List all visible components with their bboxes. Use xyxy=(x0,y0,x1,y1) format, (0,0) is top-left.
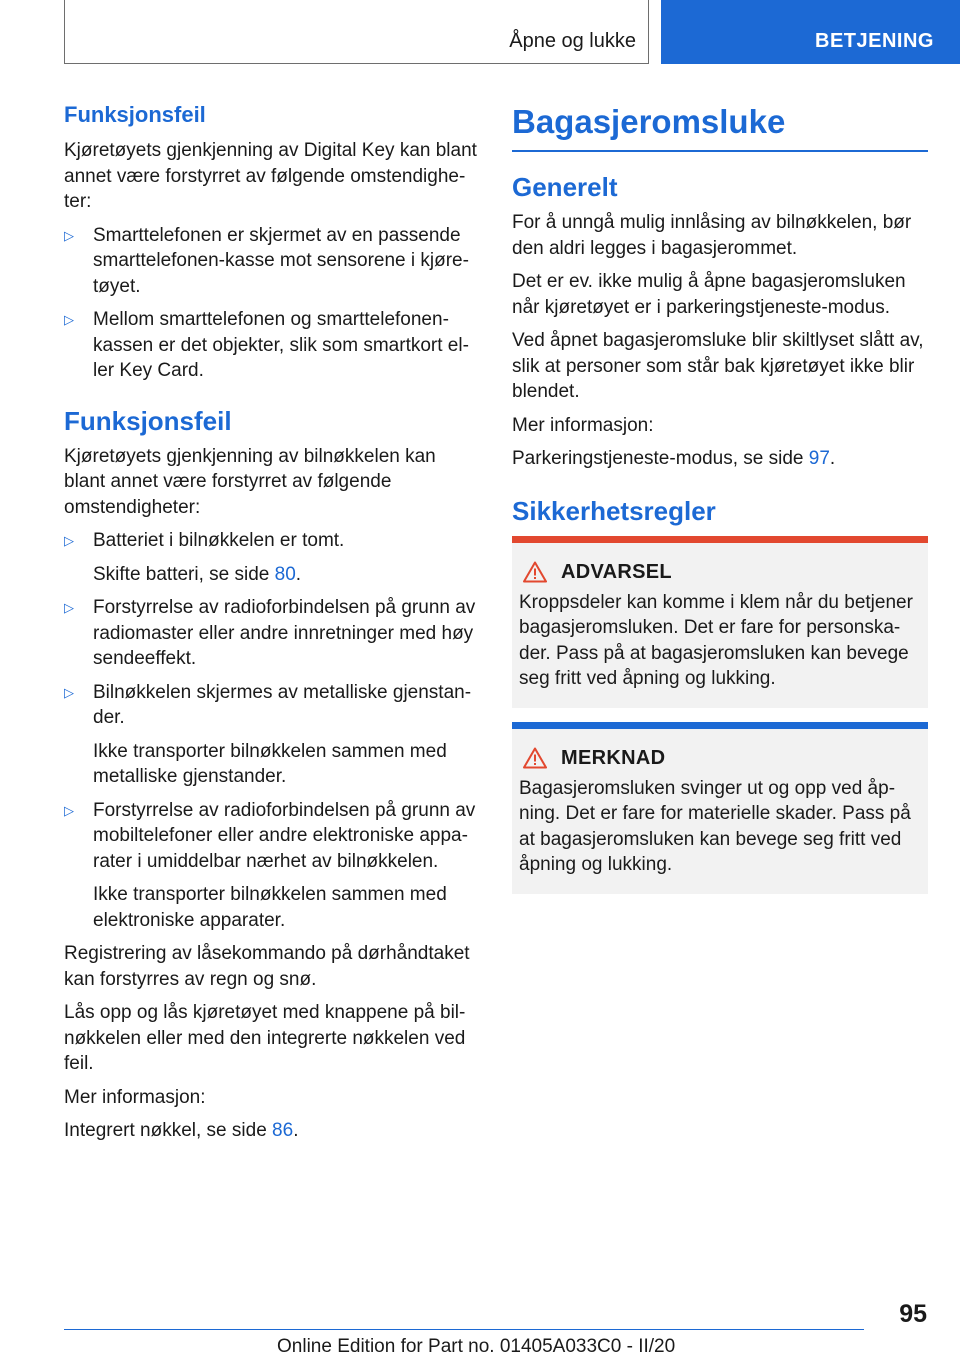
bullet-triangle-icon: ▷ xyxy=(64,684,74,700)
bullet-triangle-icon: ▷ xyxy=(64,802,74,818)
list-item-subtext: Ikke transporter bilnøkkelen sammen med metalliske gjenstander. xyxy=(93,740,447,787)
paragraph-general-3: Ved åpnet bagasjeromsluke blir skiltlyset slått av, slik at personer som står bak kjøretøyet ikke blir blendet. xyxy=(512,330,924,402)
bullet-triangle-icon: ▷ xyxy=(64,312,74,327)
list-item-text: Batteriet i bilnøkkelen er tomt. xyxy=(93,530,345,551)
notice-box xyxy=(512,722,928,894)
list-key-causes xyxy=(64,528,480,933)
heading-general: Generelt xyxy=(512,172,618,202)
warning-label: ADVARSEL xyxy=(561,560,672,583)
list-item-subtext: Ikke transporter bilnøkkelen sammen med elektroniske apparater. xyxy=(93,884,447,931)
list-item-text: Forstyrrelse av radioforbindelsen på grunn av mobiltelefoner eller andre elektroniske apparater i umiddelbar nærhet av bilnøkkelen. xyxy=(93,799,476,872)
list-item xyxy=(64,798,480,934)
notice-text: Bagasjeromsluken svinger ut og opp ved åpning. Det er fare for materielle skader. Pass på at bagasjeromsluken kan bevege seg fritt ved åpning og lukking. xyxy=(519,777,911,875)
paragraph-registration: Registrering av låsekommando på dørhåndtaket kan forstyrres av regn og snø. xyxy=(64,943,470,990)
left-column xyxy=(64,100,480,1152)
bullet-triangle-icon: ▷ xyxy=(64,227,74,243)
chapter-title: Åpne og lukke xyxy=(509,30,636,52)
integrated-key-suffix: . xyxy=(293,1120,299,1141)
integrated-key-text: Integrert nøkkel, se side xyxy=(64,1120,273,1141)
heading-malfunction-digital-key: Funksjonsfeil xyxy=(64,102,206,127)
bullet-triangle-icon: ▷ xyxy=(64,600,74,615)
list-item xyxy=(64,528,480,587)
paragraph-general-1: For å unngå mulig innlåsing av bilnøkkelen, bør den aldri legges i bagasjerommet. xyxy=(512,212,912,259)
parking-mode-suffix: . xyxy=(829,448,836,469)
header-chapter-box xyxy=(64,0,649,64)
list-item-text: Bilnøkkelen skjermes av metalliske gjenstander. xyxy=(93,681,472,728)
page-number: 95 xyxy=(899,1300,927,1328)
notice-bar xyxy=(512,722,928,729)
paragraph-more-info: Mer informasjon: xyxy=(64,1086,206,1108)
paragraph-more-info: Mer informasjon: xyxy=(512,414,654,436)
heading-malfunction-key: Funksjonsfeil xyxy=(64,405,232,436)
warning-bar xyxy=(512,536,928,543)
list-item xyxy=(64,223,480,300)
list-item xyxy=(64,595,480,672)
header-section-tab xyxy=(661,0,960,64)
heading-tailgate: Bagasjeromsluke xyxy=(512,100,928,152)
page-reference-link[interactable]: 80 xyxy=(274,563,296,585)
footer-divider xyxy=(64,1329,864,1330)
right-column xyxy=(512,100,928,908)
section-title: BETJENING xyxy=(815,30,934,52)
list-item-subtext xyxy=(93,562,480,588)
page-reference-link[interactable]: 97 xyxy=(808,448,830,469)
list-item-text: Mellom smarttelefonen og smarttelefonenkassen er det objekter, slik som smartkort eller Key Card. xyxy=(93,309,469,381)
list-item xyxy=(64,680,480,790)
warning-text: Kroppsdeler kan komme i klem når du betjener bagasjeromsluken. Det er fare for personskader. Pass på at bagasjeromsluken kan bevege seg fritt ved åpning og lukking. xyxy=(519,591,913,689)
page-reference-link[interactable]: 86 xyxy=(272,1120,294,1141)
warning-box xyxy=(512,536,928,708)
heading-safety: Sikkerhetsregler xyxy=(512,495,716,526)
paragraph-key: Kjøretøyets gjenkjenning av bilnøkkelen kan blant annet være forstyrret av følgende omstendigheter: xyxy=(64,445,436,518)
notice-label: MERKNAD xyxy=(561,746,666,769)
paragraph-integrated-key xyxy=(64,1118,480,1144)
footer-edition: Online Edition for Part no. 01405A033C0 - II/20 xyxy=(277,1336,676,1357)
paragraph-parking-mode xyxy=(512,446,928,472)
warning-triangle-icon xyxy=(523,561,547,583)
paragraph-digital-key: Kjøretøyets gjenkjenning av Digital Key kan blant annet være forstyrret av følgende omstendigheter: xyxy=(64,140,477,212)
list-item xyxy=(64,307,480,384)
parking-mode-text: Parkeringstjeneste-modus, se side xyxy=(512,448,809,469)
paragraph-lock: Lås opp og lås kjøretøyet med knappene på bilnøkkelen eller med den integrerte nøkkelen ved feil. xyxy=(64,1002,466,1074)
list-item-text: Forstyrrelse av radioforbindelsen på grunn av radiomaster eller andre innretninger med høy sendeeffekt. xyxy=(93,597,476,669)
paragraph-general-2: Det er ev. ikke mulig å åpne bagasjeromsluken når kjøretøyet er i parkeringstjeneste-modus. xyxy=(512,271,906,318)
list-digital-key-causes xyxy=(64,223,480,384)
warning-triangle-icon xyxy=(523,747,547,769)
bullet-triangle-icon: ▷ xyxy=(64,533,74,548)
subtext-suffix: . xyxy=(295,563,302,585)
list-item-text: Smarttelefonen er skjermet av en passende smarttelefonen-kasse mot sensorene i kjøretøyet. xyxy=(93,224,469,297)
subtext-prefix: Skifte batteri, se side xyxy=(93,563,275,585)
